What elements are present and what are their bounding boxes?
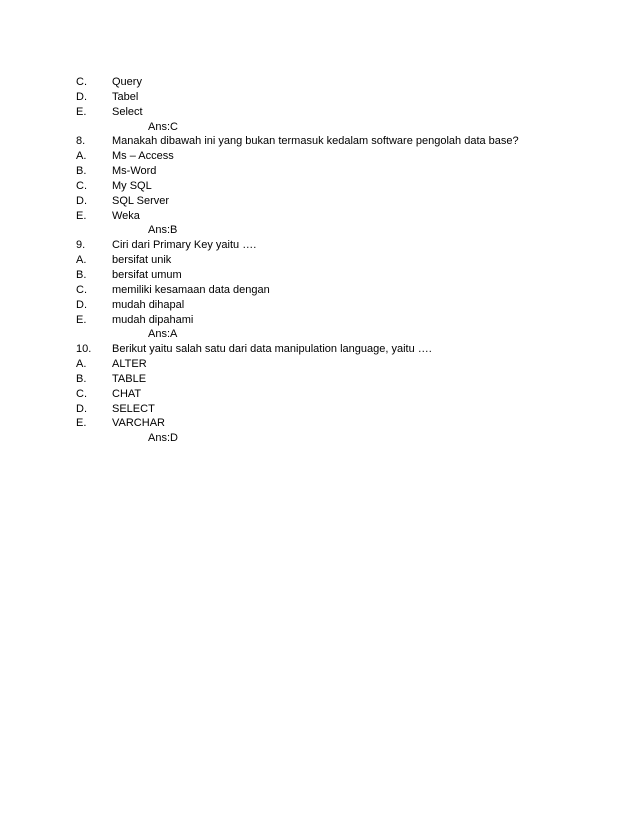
option-line [76,90,596,105]
option-label: A. [76,254,87,267]
option-text: Tabel [112,90,139,103]
option-label: C. [76,179,87,192]
question-line [76,134,596,149]
option-label: A. [76,358,87,371]
option-text: CHAT [112,387,142,400]
question-number: 9. [76,239,86,252]
question-text: Berikut yaitu salah satu dari data manipulation language, yaitu …. [112,343,432,356]
option-label: B. [76,268,87,281]
answer-line [76,120,596,135]
option-label: C. [76,283,87,296]
option-label: E. [76,105,87,118]
question-number: 10. [76,343,92,356]
option-line [76,253,596,268]
option-line [76,402,596,417]
answer-line [76,327,596,342]
option-text: Select [112,105,143,118]
option-label: D. [76,402,87,415]
option-line [76,387,596,402]
option-text: Weka [112,209,140,222]
option-line [76,179,596,194]
option-label: C. [76,76,87,88]
option-line [76,194,596,209]
option-text: bersifat unik [112,254,172,267]
option-line [76,149,596,164]
answer-line [76,223,596,238]
quiz-content [76,75,596,446]
option-label: E. [76,209,87,222]
option-line [76,164,596,179]
option-label: B. [76,165,87,178]
option-label: E. [76,417,87,430]
option-line [76,283,596,298]
option-text: mudah dipahami [112,313,194,326]
option-text: TABLE [112,372,147,385]
answer-key: Ans:A [148,328,178,341]
option-line [76,357,596,372]
option-text: memiliki kesamaan data dengan [112,283,270,296]
option-text: Ms – Access [112,150,174,163]
option-text: mudah dihapal [112,298,185,311]
option-line [76,105,596,120]
option-line [76,313,596,328]
answer-line [76,431,596,446]
option-label: C. [76,387,87,400]
answer-key: Ans:D [148,432,178,445]
option-line [76,209,596,224]
option-text: SQL Server [112,194,170,207]
option-text: My SQL [112,179,152,192]
option-text: Query [112,76,142,88]
option-text: ALTER [112,358,147,371]
option-label: A. [76,150,87,163]
option-text: VARCHAR [112,417,165,430]
option-label: E. [76,313,87,326]
option-line [76,372,596,387]
answer-key: Ans:C [148,120,178,133]
option-label: D. [76,298,87,311]
option-line [76,416,596,431]
option-label: D. [76,194,87,207]
option-text: SELECT [112,402,155,415]
option-label: D. [76,90,87,103]
question-line [76,342,596,357]
option-text: bersifat umum [112,268,182,281]
question-text: Ciri dari Primary Key yaitu …. [112,239,257,252]
question-text: Manakah dibawah ini yang bukan termasuk kedalam software pengolah data base? [112,135,519,148]
option-line [76,75,596,90]
question-number: 8. [76,135,86,148]
question-line [76,238,596,253]
option-line [76,268,596,283]
option-label: B. [76,372,87,385]
answer-key: Ans:B [148,224,178,237]
option-line [76,298,596,313]
option-text: Ms-Word [112,165,157,178]
